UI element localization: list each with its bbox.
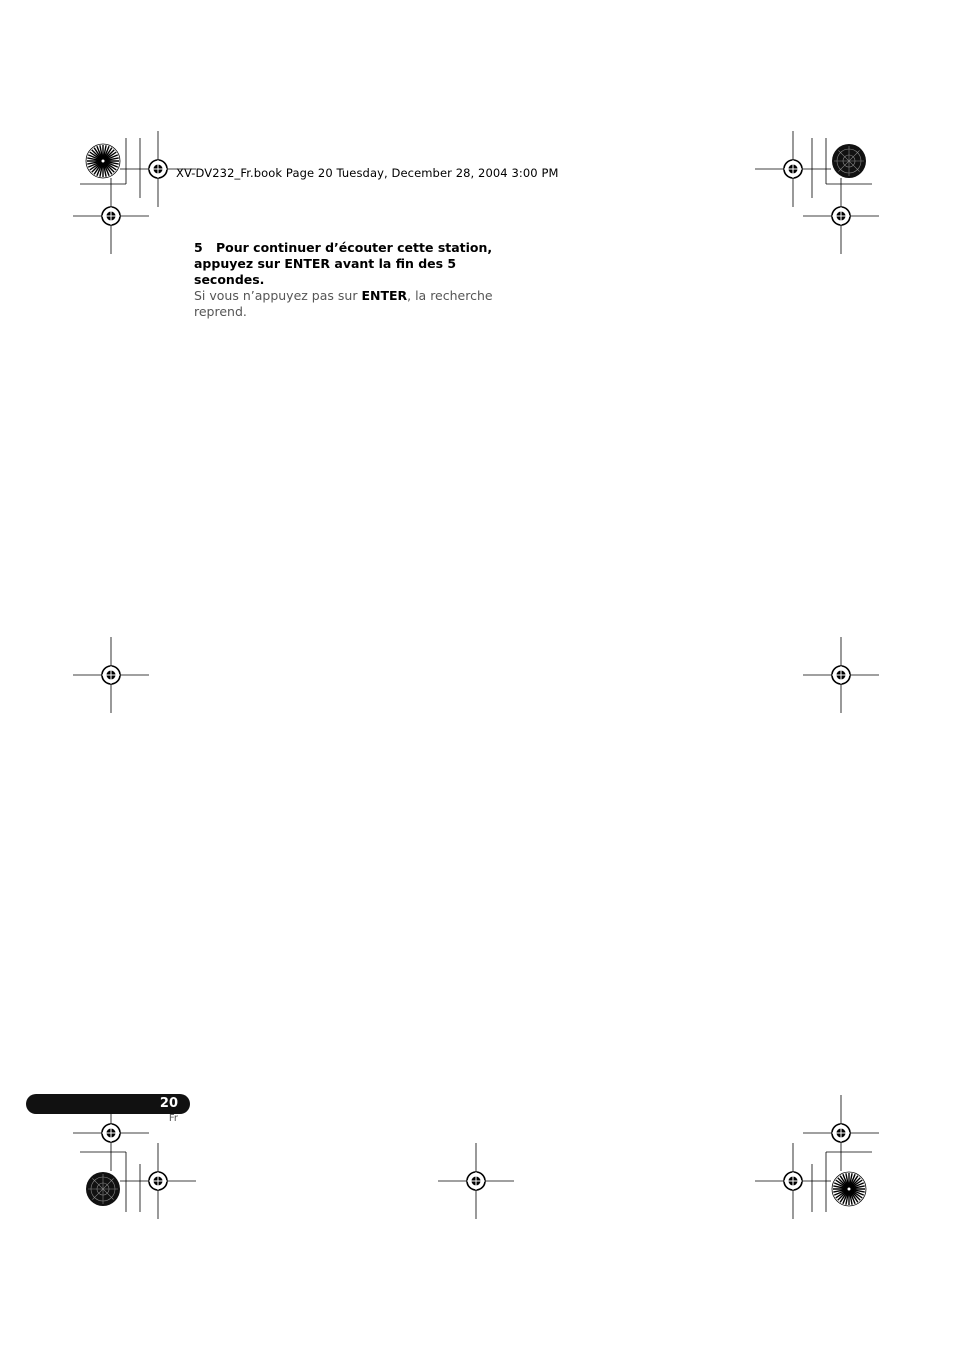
page-number: 20 — [159, 1096, 178, 1111]
step-note — [194, 288, 494, 320]
step-text: Pour continuer d’écouter cette station, appuyez sur ENTER avant la fin des 5 secondes. — [194, 240, 493, 287]
step-number: 5 — [194, 240, 203, 255]
note-text-before: Si vous n’appuyez pas sur — [194, 288, 362, 303]
note-keyword: ENTER — [361, 288, 408, 303]
page-language: Fr — [168, 1113, 178, 1124]
book-file-info: XV-DV232_Fr.book Page 20 Tuesday, December 28, 2004 3:00 PM — [176, 166, 559, 180]
step-instruction — [194, 240, 494, 288]
note-text-after: , la recherche reprend. — [194, 288, 493, 319]
